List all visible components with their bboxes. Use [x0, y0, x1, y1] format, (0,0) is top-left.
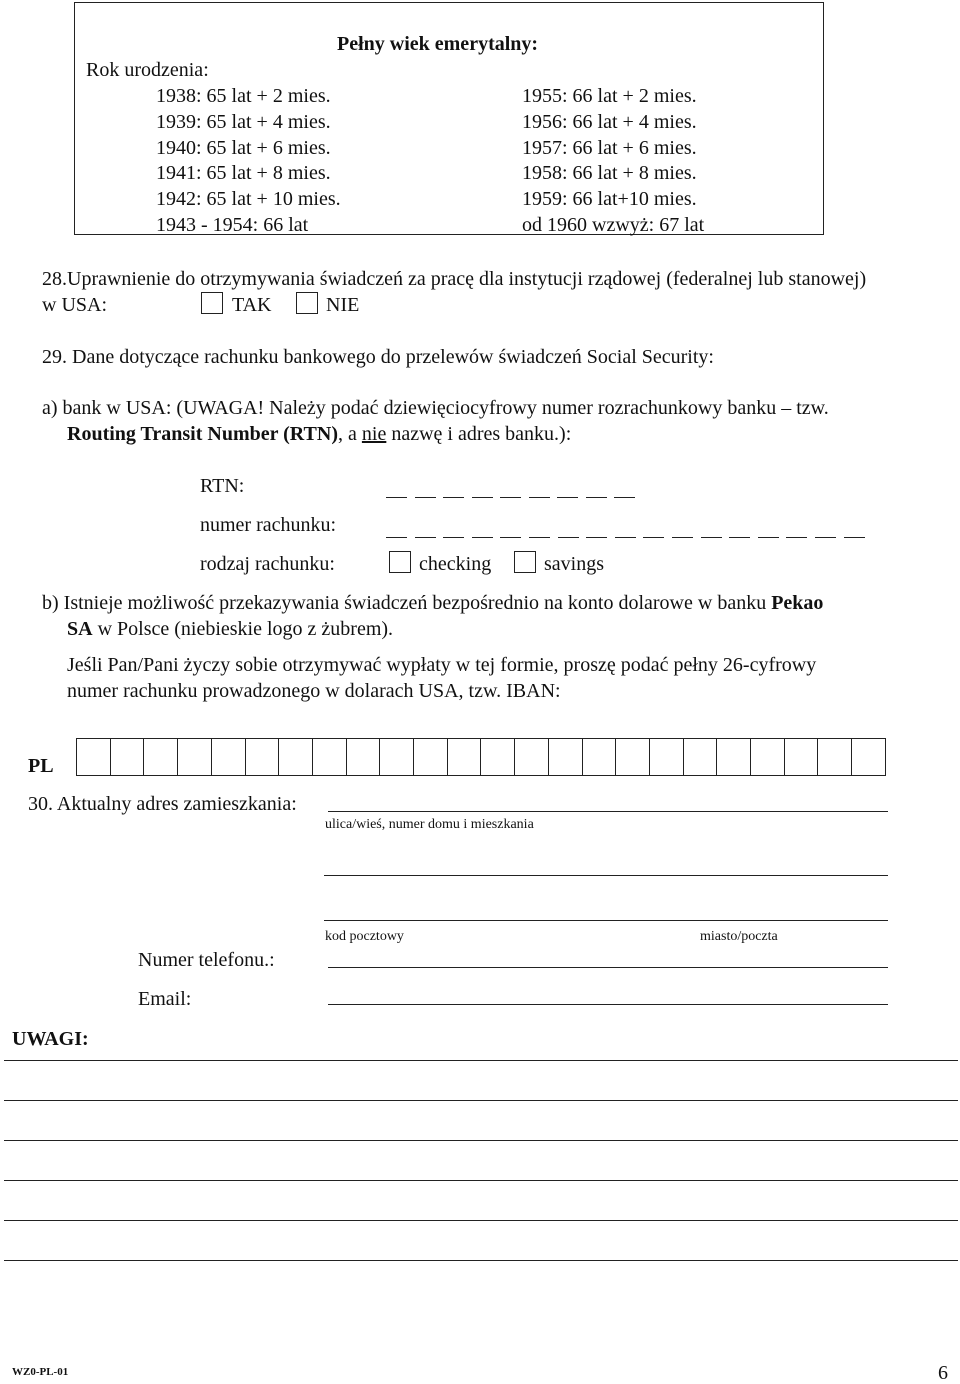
q29-a-line1: a) bank w USA: (UWAGA! Należy podać dziewięciocyfrowy numer rozrachunkowy banku – tzw. — [42, 397, 829, 419]
rtn-mid-text: , a — [338, 423, 362, 445]
retirement-title: Pełny wiek emerytalny: — [337, 33, 539, 55]
iban-digit-cell[interactable] — [785, 739, 819, 775]
q29-b-line2 — [67, 619, 393, 639]
retirement-right-row: 1955: 66 lat + 2 mies. — [522, 85, 697, 107]
iban-digit-cell[interactable] — [178, 739, 212, 775]
digit-slot[interactable] — [443, 537, 464, 538]
iban-prefix: PL — [28, 755, 54, 777]
savings-label: savings — [544, 553, 604, 575]
checking-label: checking — [419, 553, 492, 575]
iban-digit-cell[interactable] — [414, 739, 448, 775]
q28-usa-label: w USA: — [42, 294, 108, 316]
retirement-right-row: od 1960 wzwyż: 67 lat — [522, 214, 705, 236]
retirement-left-row: 1939: 65 lat + 4 mies. — [156, 111, 331, 133]
postal-code-caption: kod pocztowy — [325, 929, 404, 944]
digit-slot[interactable] — [701, 537, 722, 538]
q28-no-checkbox[interactable] — [296, 292, 318, 314]
digit-slot[interactable] — [386, 497, 407, 498]
digit-slot[interactable] — [558, 537, 579, 538]
iban-digit-cell[interactable] — [448, 739, 482, 775]
iban-digit-cell[interactable] — [650, 739, 684, 775]
birth-year-label: Rok urodzenia: — [86, 59, 209, 81]
iban-digit-cell[interactable] — [279, 739, 313, 775]
q29-b-line1 — [42, 593, 823, 613]
b-line2-text: w Polsce (niebieskie logo z żubrem). — [92, 618, 394, 640]
retirement-left-row: 1943 - 1954: 66 lat — [156, 214, 309, 236]
digit-slot[interactable] — [529, 537, 550, 538]
digit-slot[interactable] — [415, 537, 436, 538]
q29-title: 29. Dane dotyczące rachunku bankowego do przelewów świadczeń Social Security: — [42, 346, 714, 368]
retirement-left-row: 1941: 65 lat + 8 mies. — [156, 162, 331, 184]
email-label: Email: — [138, 988, 192, 1010]
digit-slot[interactable] — [415, 497, 436, 498]
q28-yes-checkbox[interactable] — [201, 292, 223, 314]
q30-address-label: 30. Aktualny adres zamieszkania: — [28, 793, 297, 815]
iban-digit-cell[interactable] — [481, 739, 515, 775]
pekao-sa-text: SA — [67, 618, 93, 640]
iban-digit-cell[interactable] — [246, 739, 280, 775]
form-code: WZ0-PL-01 — [12, 1366, 69, 1378]
rtn-nie-text: nie — [361, 423, 387, 445]
q29-b-line3: Jeśli Pan/Pani życzy sobie otrzymywać wypłaty w tej formie, proszę podać pełny 26-cyfrowy — [67, 654, 817, 676]
q28-text: 28.Uprawnienie do otrzymywania świadczeń za pracę dla instytucji rządowej (federalnej lub stanowej) — [42, 268, 867, 290]
digit-slot[interactable] — [614, 497, 635, 498]
iban-digit-cell[interactable] — [616, 739, 650, 775]
q28-no-label: NIE — [326, 294, 360, 316]
iban-digit-cell[interactable] — [818, 739, 852, 775]
retirement-right-row: 1956: 66 lat + 4 mies. — [522, 111, 697, 133]
iban-digit-cell[interactable] — [549, 739, 583, 775]
digit-slot[interactable] — [500, 497, 521, 498]
iban-digit-cell[interactable] — [751, 739, 785, 775]
rtn-end-text: nazwę i adres banku.): — [386, 423, 572, 445]
digit-slot[interactable] — [586, 497, 607, 498]
iban-digit-cell[interactable] — [717, 739, 751, 775]
q29-b-line4: numer rachunku prowadzonego w dolarach USA, tzw. IBAN: — [67, 680, 561, 702]
iban-digit-cell[interactable] — [111, 739, 145, 775]
digit-slot[interactable] — [500, 537, 521, 538]
digit-slot[interactable] — [729, 537, 750, 538]
remarks-label: UWAGI: — [12, 1028, 89, 1050]
email-field[interactable] — [328, 1004, 888, 1005]
digit-slot[interactable] — [672, 537, 693, 538]
digit-slot[interactable] — [844, 537, 865, 538]
page-number: 6 — [938, 1362, 948, 1384]
retirement-right-row: 1957: 66 lat + 6 mies. — [522, 137, 697, 159]
retirement-right-row: 1959: 66 lat+10 mies. — [522, 188, 697, 210]
remarks-line[interactable] — [4, 1100, 958, 1101]
iban-digit-cell[interactable] — [380, 739, 414, 775]
rtn-label: RTN: — [200, 475, 245, 497]
retirement-left-row: 1942: 65 lat + 10 mies. — [156, 188, 341, 210]
b-line1-text: b) Istnieje możliwość przekazywania świadczeń bezpośrednio na konto dolarowe w banku — [42, 592, 772, 614]
remarks-line[interactable] — [4, 1260, 958, 1261]
iban-digit-cell[interactable] — [684, 739, 718, 775]
address-line-2-field[interactable] — [324, 875, 888, 876]
postal-city-field[interactable] — [324, 920, 888, 921]
phone-field[interactable] — [328, 967, 888, 968]
digit-slot[interactable] — [586, 537, 607, 538]
digit-slot[interactable] — [472, 497, 493, 498]
street-caption: ulica/wieś, numer domu i mieszkania — [325, 817, 534, 832]
digit-slot[interactable] — [643, 537, 664, 538]
digit-slot[interactable] — [615, 537, 636, 538]
remarks-line[interactable] — [4, 1180, 958, 1181]
digit-slot[interactable] — [557, 497, 578, 498]
retirement-left-row: 1940: 65 lat + 6 mies. — [156, 137, 331, 159]
digit-slot[interactable] — [758, 537, 779, 538]
iban-digit-cell[interactable] — [583, 739, 617, 775]
remarks-line[interactable] — [4, 1220, 958, 1221]
iban-digit-cell[interactable] — [347, 739, 381, 775]
pekao-bank-name: Pekao — [771, 592, 824, 614]
phone-label: Numer telefonu.: — [138, 949, 275, 971]
remarks-line[interactable] — [4, 1140, 958, 1141]
account-type-label: rodzaj rachunku: — [200, 553, 335, 575]
iban-digit-cell[interactable] — [515, 739, 549, 775]
digit-slot[interactable] — [529, 497, 550, 498]
account-number-label: numer rachunku: — [200, 514, 337, 536]
iban-digit-cell[interactable] — [77, 739, 111, 775]
remarks-line[interactable] — [4, 1060, 958, 1061]
iban-digit-cell[interactable] — [144, 739, 178, 775]
street-address-field[interactable] — [328, 811, 888, 812]
city-caption: miasto/poczta — [700, 929, 778, 944]
checking-checkbox[interactable] — [389, 551, 411, 573]
digit-slot[interactable] — [443, 497, 464, 498]
iban-digit-cell[interactable] — [313, 739, 347, 775]
iban-digit-cell[interactable] — [852, 739, 885, 775]
retirement-left-row: 1938: 65 lat + 2 mies. — [156, 85, 331, 107]
digit-slot[interactable] — [386, 537, 407, 538]
digit-slot[interactable] — [815, 537, 836, 538]
savings-checkbox[interactable] — [514, 551, 536, 573]
digit-slot[interactable] — [786, 537, 807, 538]
retirement-right-row: 1958: 66 lat + 8 mies. — [522, 162, 697, 184]
q28-yes-label: TAK — [232, 294, 272, 316]
iban-digit-cell[interactable] — [212, 739, 246, 775]
iban-input-grid[interactable] — [76, 738, 886, 776]
rtn-emphasis: Routing Transit Number (RTN) — [67, 423, 338, 445]
digit-slot[interactable] — [472, 537, 493, 538]
q29-a-line2 — [67, 424, 571, 444]
